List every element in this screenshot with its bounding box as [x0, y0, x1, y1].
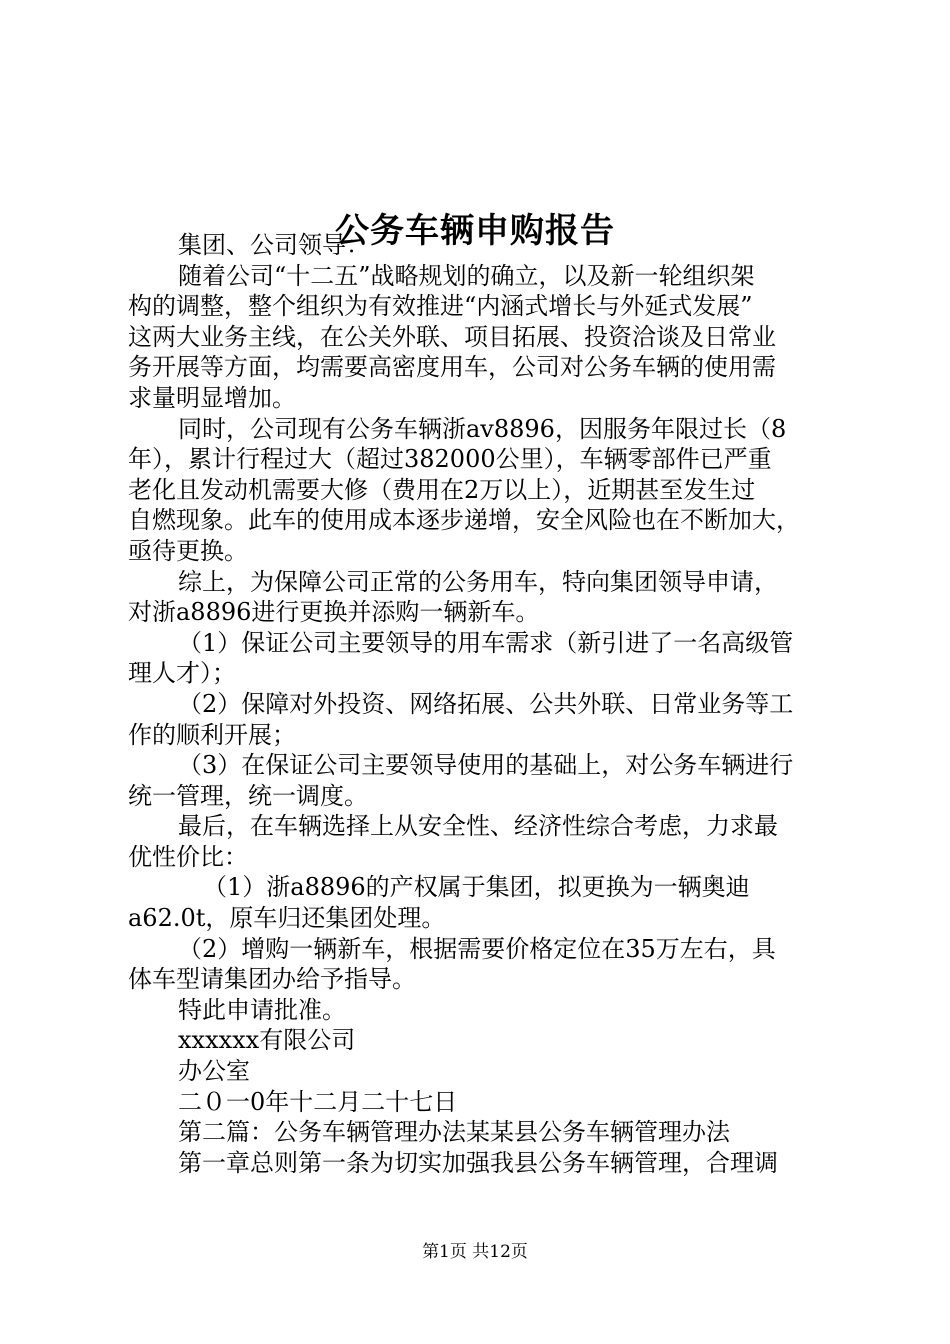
text-line: 这两大业务主线，在公关外联、项目拓展、投资洽谈及日常业 — [128, 322, 776, 351]
text-line: 特此申请批准。 — [178, 995, 346, 1024]
text-line: 二０一0年十二月二十七日 — [178, 1087, 458, 1116]
text-line: 求量明显增加。 — [128, 383, 296, 412]
text-line: xxxxxx有限公司 — [178, 1026, 356, 1055]
text-line: 同时，公司现有公务车辆浙av8896，因服务年限过长（8 — [178, 414, 787, 443]
text-line: （1）保证公司主要领导的用车需求（新引进了一名高级管 — [178, 628, 794, 657]
text-line: 构的调整，整个组织为有效推进“内涵式增长与外延式发展” — [128, 292, 753, 321]
text-line: （2）保障对外投资、网络拓展、公共外联、日常业务等工 — [178, 689, 794, 718]
text-line: 集团、公司领导： — [178, 231, 370, 259]
text-line: 办公室 — [178, 1057, 250, 1086]
text-line: 理人才）； — [128, 659, 236, 688]
text-line: 体车型请集团办给予指导。 — [128, 965, 416, 994]
text-line: 第一章总则第一条为切实加强我县公务车辆管理，合理调 — [178, 1148, 778, 1177]
text-line: 年），累计行程过大（超过382000公里），车辆零部件已严重 — [128, 445, 772, 474]
text-line: 老化且发动机需要大修（费用在2万以上），近期甚至发生过 — [128, 475, 756, 504]
text-line: 亟待更换。 — [128, 536, 248, 565]
text-line: 务开展等方面，均需要高密度用车，公司对公务车辆的使用需 — [128, 353, 776, 382]
text-line: 随着公司“十二五”战略规划的确立，以及新一轮组织架 — [178, 261, 755, 290]
text-line: （1）浙a8896的产权属于集团，拟更换为一辆奥迪 — [203, 873, 750, 902]
text-line: （2）增购一辆新车，根据需要价格定位在35万左右，具 — [178, 934, 776, 963]
text-line: a62.0t，原车归还集团处理。 — [128, 904, 446, 933]
text-line: 统一管理，统一调度。 — [128, 781, 368, 810]
document-title: 公务车辆申购报告 — [335, 210, 615, 251]
document-body — [128, 230, 838, 1178]
text-line: 优性价比： — [128, 842, 248, 871]
text-line: 第二篇：公务车辆管理办法某某县公务车辆管理办法 — [178, 1118, 730, 1147]
text-line: 作的顺利开展； — [128, 720, 296, 749]
text-line: 最后，在车辆选择上从安全性、经济性综合考虑，力求最 — [178, 812, 778, 841]
text-line: （3）在保证公司主要领导使用的基础上，对公务车辆进行 — [178, 751, 794, 780]
page-footer: 第1页 共12页 — [422, 1242, 528, 1262]
text-line: 综上，为保障公司正常的公务用车，特向集团领导申请， — [178, 567, 778, 596]
text-line: 自燃现象。此车的使用成本逐步递增，安全风险也在不断加大， — [128, 506, 800, 535]
text-line: 对浙a8896进行更换并添购一辆新车。 — [128, 598, 540, 627]
